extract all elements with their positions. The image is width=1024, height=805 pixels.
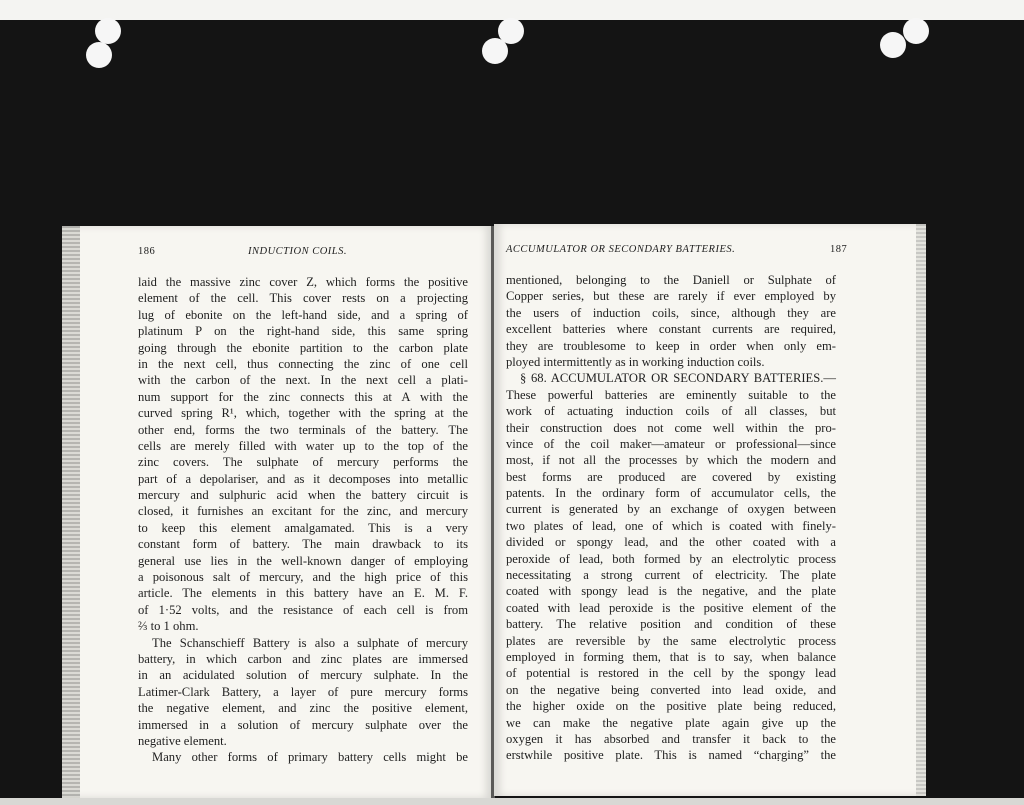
- punch-hole-mark: [95, 18, 121, 44]
- text-line: element of the cell. This cover rests on a projecting: [138, 291, 468, 306]
- scan-bottom-margin: [0, 798, 1024, 805]
- text-line: in the next cell, thus connecting the zinc of one cell: [138, 356, 468, 371]
- text-line: num support for the zinc connects this at A with the: [138, 389, 468, 404]
- text-line: their construction does not come well within the pro-: [506, 420, 836, 435]
- scan-top-margin: [0, 0, 1024, 20]
- text-line: constant form of battery. The main drawback to its: [138, 537, 468, 552]
- text-line: Latimer-Clark Battery, a layer of pure mercury forms: [138, 684, 468, 699]
- running-title: ACCUMULATOR OR SECONDARY BATTERIES.: [506, 244, 736, 255]
- text-line: a poisonous salt of mercury, and the high price of this: [138, 570, 468, 585]
- text-line: battery. The relative position and condition of these: [506, 617, 836, 632]
- text-line: to keep this element amalgamated. This is a very: [138, 520, 468, 535]
- text-line: work of actuating induction coils of all classes, but: [506, 404, 836, 419]
- text-line: general use lies in the well-known danger of employing: [138, 553, 468, 568]
- text-line: article. The elements in this battery have an E. M. F.: [138, 586, 468, 601]
- page-number: 186: [138, 246, 156, 257]
- text-line: patents. In the ordinary form of accumulator cells, the: [506, 486, 836, 501]
- punch-hole-mark: [903, 18, 929, 44]
- body-text: [138, 274, 468, 766]
- text-line: platinum P on the right-hand side, this same spring: [138, 324, 468, 339]
- text-line: in an acidulated solution of mercury sulphate. In the: [138, 668, 468, 683]
- text-line: immersed in a solution of mercury sulphate over the: [138, 717, 468, 732]
- punch-hole-mark: [86, 42, 112, 68]
- text-line: oxygen it has absorbed and transfer it back to the: [506, 731, 836, 746]
- text-line: on the negative being converted into lead oxide, and: [506, 682, 836, 697]
- text-line: the users of induction coils, since, although they are: [506, 305, 836, 320]
- text-line: they are troublesome to keep in order when only em-: [506, 338, 836, 353]
- text-line: we can make the negative plate again give up the: [506, 715, 836, 730]
- section-heading-line: § 68. ACCUMULATOR OR SECONDARY BATTERIES.—: [520, 371, 836, 386]
- text-line: going through the ebonite partition to the carbon plate: [138, 340, 468, 355]
- text-line: ployed intermittently as in working induction coils.: [506, 354, 765, 369]
- text-line: ⅔ to 1 ohm.: [138, 619, 199, 634]
- text-line: most, if not all the processes by which the modern and: [506, 453, 836, 468]
- text-line: divided or spongy lead, and the other coated with a: [506, 535, 836, 550]
- right-page: [494, 224, 926, 796]
- text-line: peroxide of lead, both formed by an electrolytic process: [506, 551, 836, 566]
- text-line: erstwhile positive plate. This is named “chaṛging” the: [506, 748, 836, 763]
- text-line: coated with lead peroxide is the positive element of the: [506, 600, 836, 615]
- text-line: other end, forms the two terminals of the battery. The: [138, 422, 468, 437]
- text-line: coated with spongy lead is the negative, and the plate: [506, 584, 836, 599]
- text-line: plates are reversible by the same electrolytic process: [506, 633, 836, 648]
- text-line: closed, it furnishes an excitant for the zinc, and mercury: [138, 504, 468, 519]
- text-line: the higher oxide on the positive plate being reduced,: [506, 699, 836, 714]
- text-line: zinc covers. The sulphate of mercury performs the: [138, 455, 468, 470]
- text-line: necessitating a strong current of electricity. The plate: [506, 568, 836, 583]
- text-line: part of a depolariser, and as it decomposes into metallic: [138, 471, 468, 486]
- punch-hole-mark: [880, 32, 906, 58]
- text-line: curved spring R¹, which, together with the spring at the: [138, 406, 468, 421]
- text-line: Many other forms of primary battery cells might be: [152, 750, 468, 765]
- text-line: negative element.: [138, 733, 227, 748]
- text-line: laid the massive zinc cover Z, which forms the positive: [138, 275, 468, 289]
- text-line: current is generated by an exchange of oxygen between: [506, 502, 836, 517]
- body-text: [506, 272, 836, 764]
- punch-hole-mark: [482, 38, 508, 64]
- text-line: with the carbon of the next. In the next cell a plati-: [138, 373, 468, 388]
- text-line: best forms are produced are covered by existing: [506, 469, 836, 484]
- text-line: cells are merely filled with water up to the top of the: [138, 438, 468, 453]
- text-line: Copper series, but these are rarely if ever employed by: [506, 289, 836, 304]
- left-page: [62, 226, 492, 798]
- text-line: of potential is restored in the cell by the spongy lead: [506, 666, 836, 681]
- text-line: employed in forming them, that is to say, when balance: [506, 649, 836, 664]
- text-line: vince of the coil maker—amateur or professional—since: [506, 436, 836, 451]
- text-line: of 1·52 volts, and the resistance of each cell is from: [138, 602, 468, 617]
- text-line: excellent batteries where constant currents are required,: [506, 322, 836, 337]
- text-line: battery, in which carbon and zinc plates are immersed: [138, 651, 468, 666]
- text-line: The Schanschieff Battery is also a sulphate of mercury: [152, 635, 468, 650]
- text-line: mercury and sulphuric acid when the battery circuit is: [138, 488, 468, 503]
- text-line: two plates of lead, one of which is coated with finely-: [506, 518, 836, 533]
- text-line: These powerful batteries are eminently suitable to the: [506, 387, 836, 402]
- text-line: mentioned, belonging to the Daniell or Sulphate of: [506, 273, 836, 287]
- text-line: the negative element, and zinc the positive element,: [138, 701, 468, 716]
- running-title: INDUCTION COILS.: [248, 246, 348, 257]
- text-line: lug of ebonite on the left-hand side, and a spring of: [138, 307, 468, 322]
- page-number: 187: [830, 244, 848, 255]
